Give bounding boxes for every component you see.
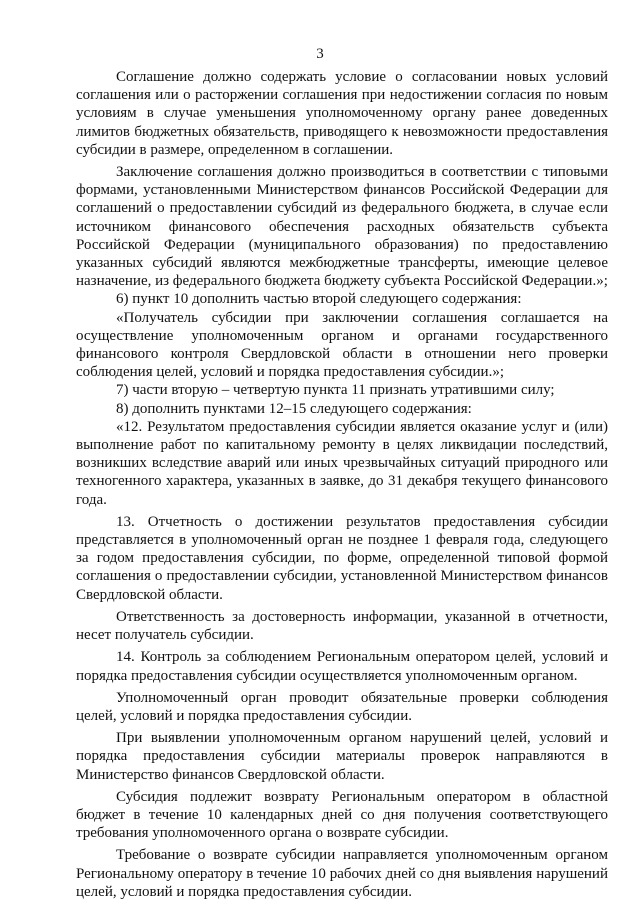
paragraph: При выявлении уполномоченным органом нарушений целей, условий и порядка предоставления субсидии материалы проверок направляются в Министерство финансов Свердловской области. <box>76 730 608 783</box>
paragraph: 14. Контроль за соблюдением Региональным оператором целей, условий и порядка предоставления субсидии осуществляется уполномоченным органом. <box>76 649 608 684</box>
paragraph: 13. Отчетность о достижении результатов предоставления субсидии представляется в уполномоченный орган не позднее 1 февраля года, следующего за годом предоставления субсидии, по форме, определенной типовой формой соглашения о предоставлении субсидии, установленной Министерством финансов Свердловской области. <box>76 513 608 603</box>
paragraph: «Получатель субсидии при заключении соглашения соглашается на осуществление уполномоченным органом и органами государственного финансового контроля Свердловской области в отношении него проверки соблюдения целей, условий и порядка предоставления субсидии.»; <box>76 309 608 381</box>
paragraph: «12. Результатом предоставления субсидии является оказание услуг и (или) выполнение работ по капитальному ремонту в целях ликвидации последствий, возникших вследствие аварий или иных чрезвычайных ситуаций природного или техногенного характера, указанных в заявке, до 31 декабря текущего финансового года. <box>76 418 608 508</box>
paragraph: Субсидия подлежит возврату Региональным оператором в областной бюджет в течение 10 календарных дней со дня получения соответствующего требования уполномоченного органа о возврате субсидии. <box>76 788 608 842</box>
paragraph: Уполномоченный орган проводит обязательные проверки соблюдения целей, условий и порядка предоставления субсидии. <box>76 689 608 724</box>
paragraph: 7) части вторую – четвертую пункта 11 признать утратившими силу; <box>116 382 555 399</box>
page-number: 3 <box>316 46 324 62</box>
paragraph: 6) пункт 10 дополнить частью второй следующего содержания: <box>116 291 522 308</box>
document-body <box>76 68 608 901</box>
paragraph: Ответственность за достоверность информации, указанной в отчетности, несет получатель субсидии. <box>76 608 608 644</box>
paragraph: Соглашение должно содержать условие о согласовании новых условий соглашения или о расторжении соглашения при недостижении согласия по новым условиям в случае уменьшения уполномоченному органу ранее доведенных лимитов бюджетных обязательств, приводящего к невозможности предоставления субсидии в размере, определенном в соглашении. <box>76 69 608 158</box>
paragraph: Заключение соглашения должно производиться в соответствии с типовыми формами, установленными Министерством финансов Российской Федерации для соглашений о предоставлении субсидий из федерального бюджета, в случае если источником финансового обеспечения расходных обязательств субъекта Российской Федерации (муниципального образования) по предоставлению указанных субсидий являются межбюджетные трансферты, имеющие целевое назначение, из федерального бюджета бюджету субъекта Российской Федерации.»; <box>76 164 608 290</box>
paragraph: 8) дополнить пунктами 12–15 следующего содержания: <box>116 400 472 417</box>
paragraph: Требование о возврате субсидии направляется уполномоченным органом Региональному оператору в течение 10 рабочих дней со дня выявления нарушений целей, условий и порядка предоставления субсидии. <box>76 847 608 900</box>
